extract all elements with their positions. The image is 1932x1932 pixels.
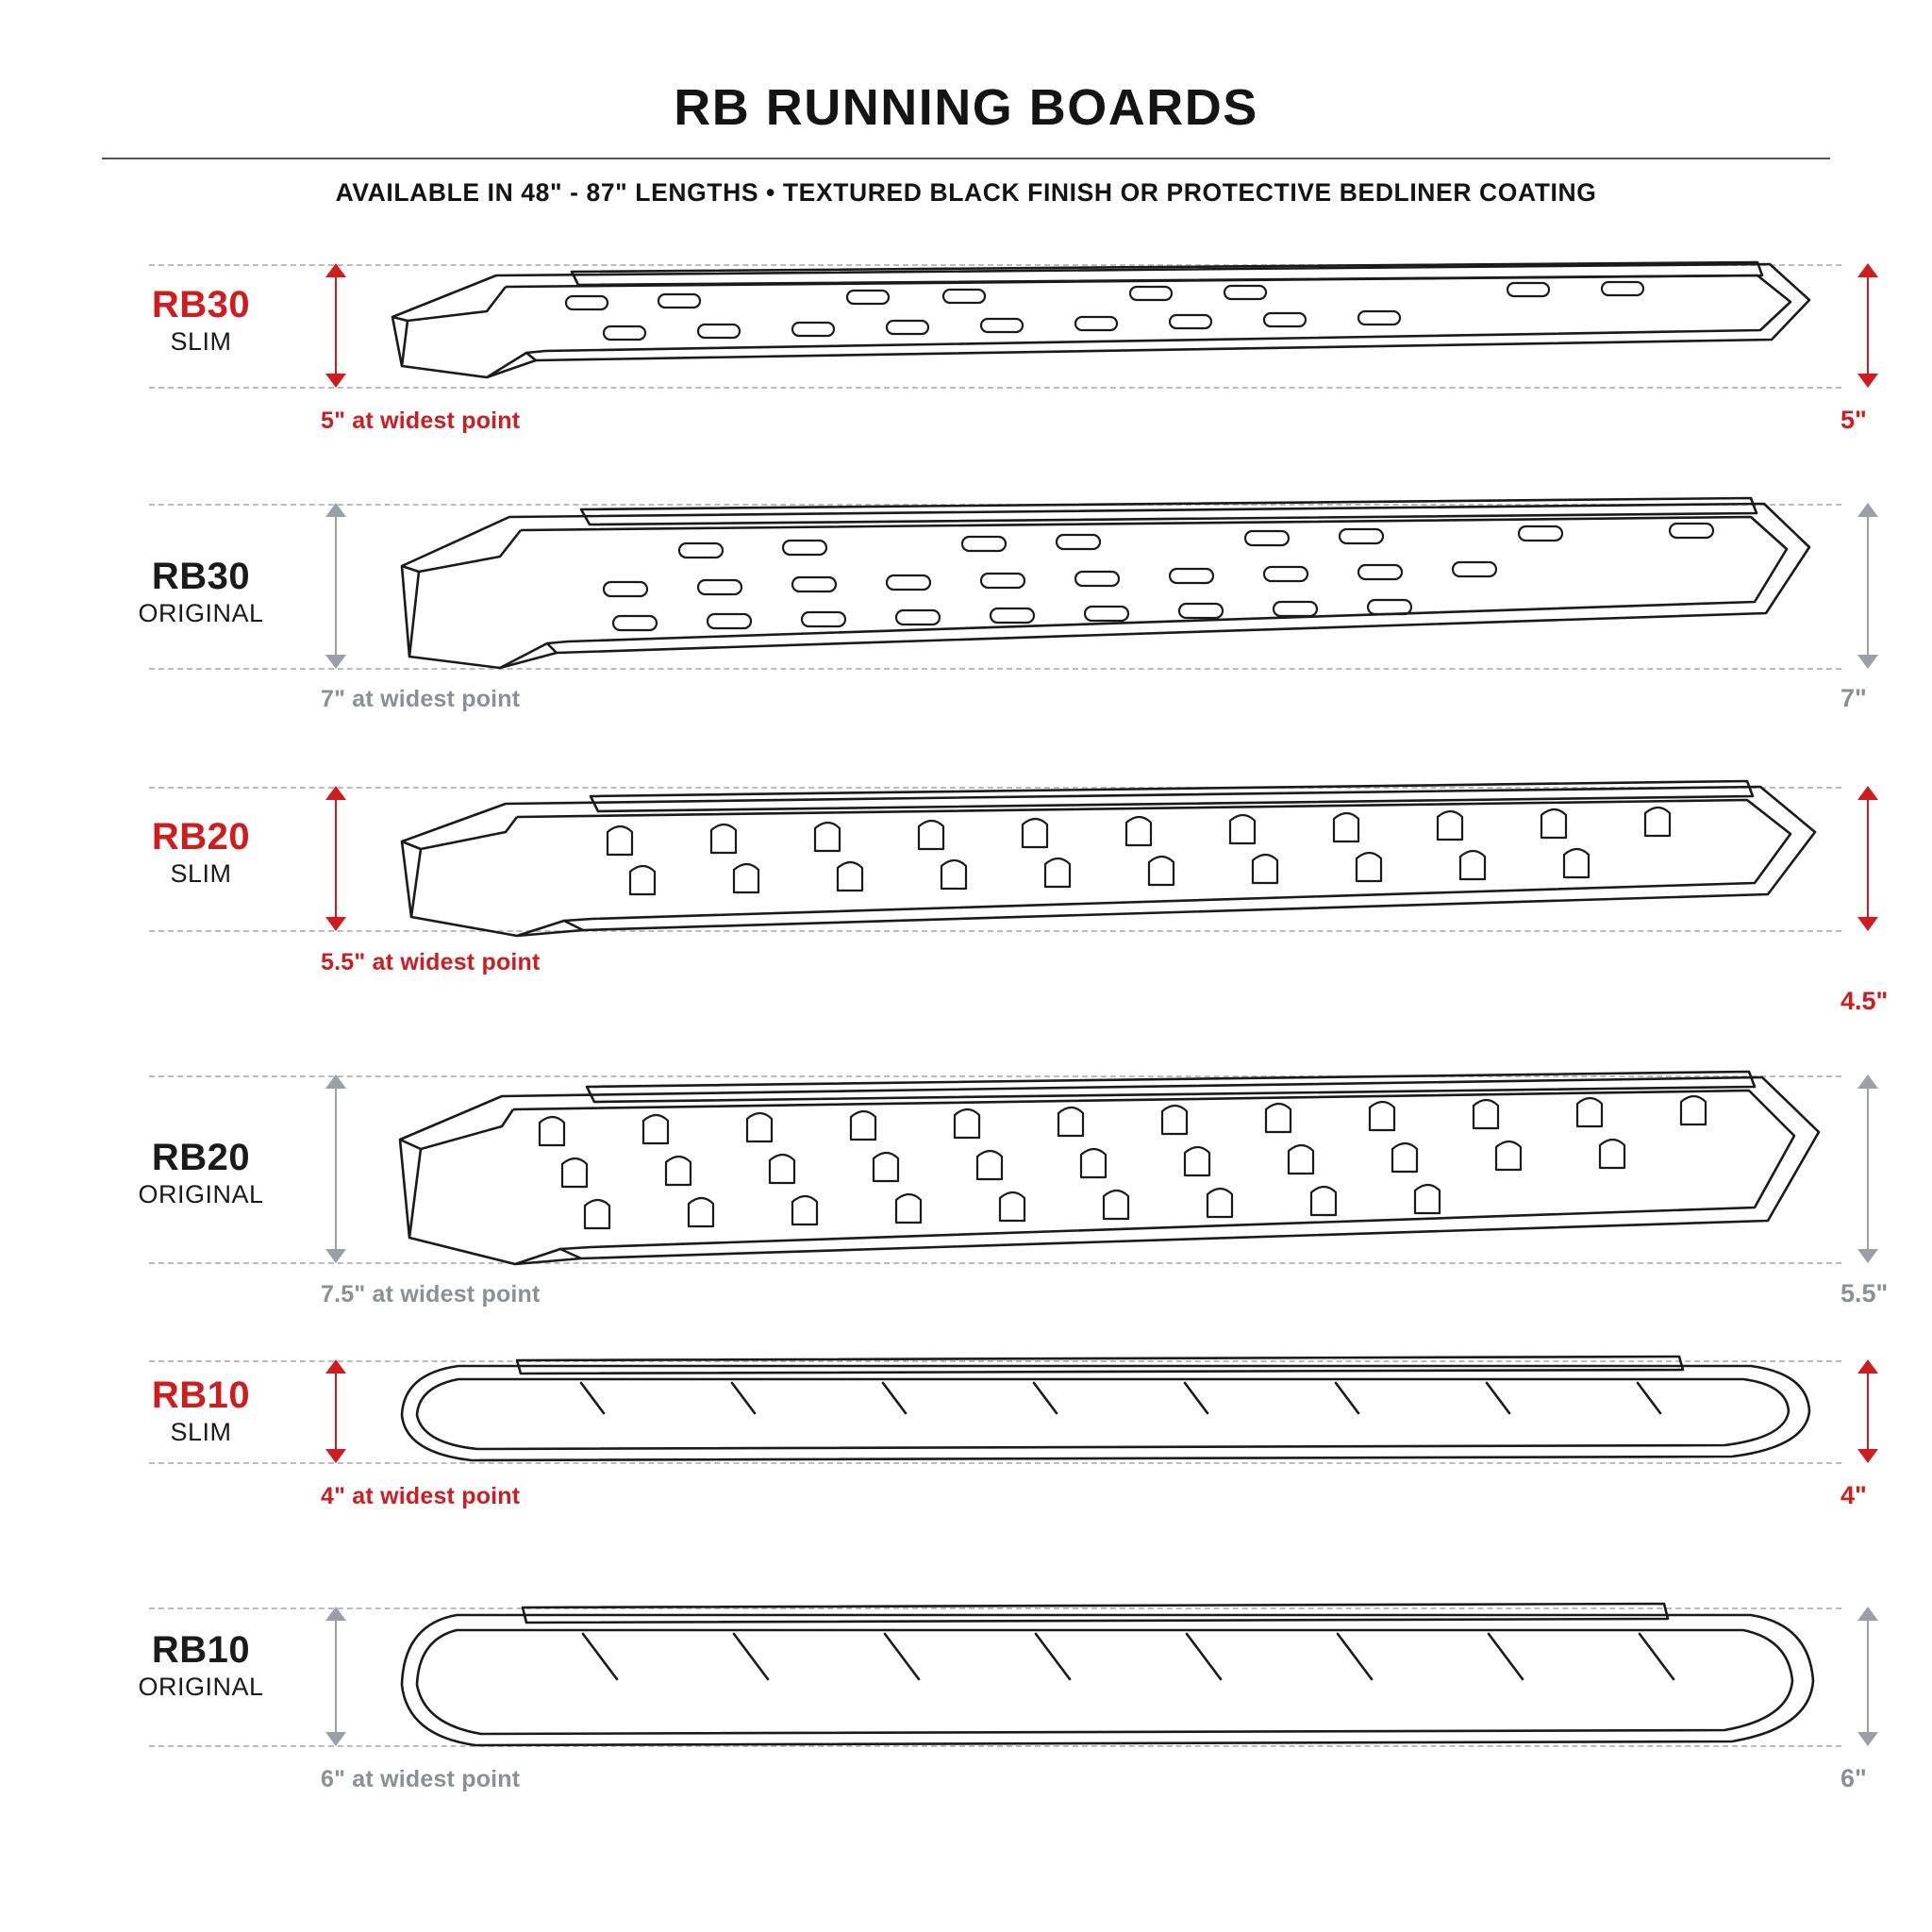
model-name: RB30: [151, 283, 251, 325]
model-name: RB20: [151, 1136, 251, 1178]
board-illustration-rb30-original: [396, 491, 1821, 679]
title-divider: [102, 158, 1830, 159]
widest-point-label: 4" at widest point: [321, 1482, 521, 1509]
page-title: RB RUNNING BOARDS: [674, 79, 1258, 136]
height-label: 5.5": [1840, 1278, 1889, 1307]
widest-point-label: 5.5" at widest point: [321, 948, 541, 975]
widest-point-label: 6" at widest point: [321, 1765, 521, 1792]
model-variant: ORIGINAL: [138, 1672, 264, 1701]
model-variant: SLIM: [170, 858, 232, 888]
label-rb30-slim: [102, 285, 300, 357]
model-name: RB20: [151, 815, 251, 858]
row-rb30-original: [45, 483, 1887, 758]
right-dimension-arrow: [1849, 1360, 1887, 1462]
model-variant: ORIGINAL: [138, 1179, 264, 1208]
widest-point-label: 5" at widest point: [321, 407, 521, 434]
row-rb30-slim: [45, 247, 1887, 483]
height-label: 7": [1840, 683, 1867, 712]
row-rb10-slim: [45, 1341, 1887, 1585]
height-label: 4": [1840, 1480, 1867, 1509]
board-illustration-rb10-slim: [392, 1345, 1826, 1477]
model-name: RB10: [151, 1628, 251, 1671]
right-dimension-arrow: [1849, 1607, 1887, 1745]
widest-point-label: 7.5" at widest point: [321, 1280, 541, 1307]
page-subtitle: AVAILABLE IN 48" - 87" LENGTHS • TEXTURED BLACK FINISH OR PROTECTIVE BEDLINER COATING: [335, 177, 1597, 207]
right-dimension-arrow: [1849, 264, 1887, 387]
board-illustration-rb20-slim: [394, 774, 1828, 943]
right-dimension-arrow: [1849, 787, 1887, 930]
left-dimension-arrow: [317, 504, 355, 668]
left-dimension-arrow: [317, 1607, 355, 1745]
right-dimension-arrow: [1849, 504, 1887, 668]
right-dimension-arrow: [1849, 1075, 1887, 1262]
height-label: 5": [1840, 405, 1867, 434]
model-variant: ORIGINAL: [138, 598, 264, 627]
board-illustration-rb20-original: [392, 1062, 1830, 1279]
row-rb10-original: [45, 1585, 1887, 1821]
model-variant: SLIM: [170, 1417, 232, 1446]
height-label: 4.5": [1840, 986, 1889, 1015]
widest-point-label: 7" at widest point: [321, 685, 521, 712]
board-rows: [45, 247, 1887, 1821]
label-rb20-slim: [102, 817, 300, 889]
label-rb10-slim: [102, 1375, 300, 1447]
row-rb20-slim: [45, 758, 1887, 1041]
label-rb10-original: [102, 1630, 300, 1702]
left-dimension-arrow: [317, 1360, 355, 1462]
left-dimension-arrow: [317, 1075, 355, 1262]
label-rb30-original: [102, 557, 300, 628]
model-variant: SLIM: [170, 326, 232, 356]
left-dimension-arrow: [317, 787, 355, 930]
left-dimension-arrow: [317, 264, 355, 387]
model-name: RB30: [151, 555, 251, 597]
board-illustration-rb10-original: [394, 1592, 1828, 1762]
row-rb20-original: [45, 1041, 1887, 1341]
height-label: 6": [1840, 1763, 1867, 1792]
board-illustration-rb30-slim: [385, 255, 1819, 391]
model-name: RB10: [151, 1374, 251, 1416]
label-rb20-original: [102, 1138, 300, 1209]
